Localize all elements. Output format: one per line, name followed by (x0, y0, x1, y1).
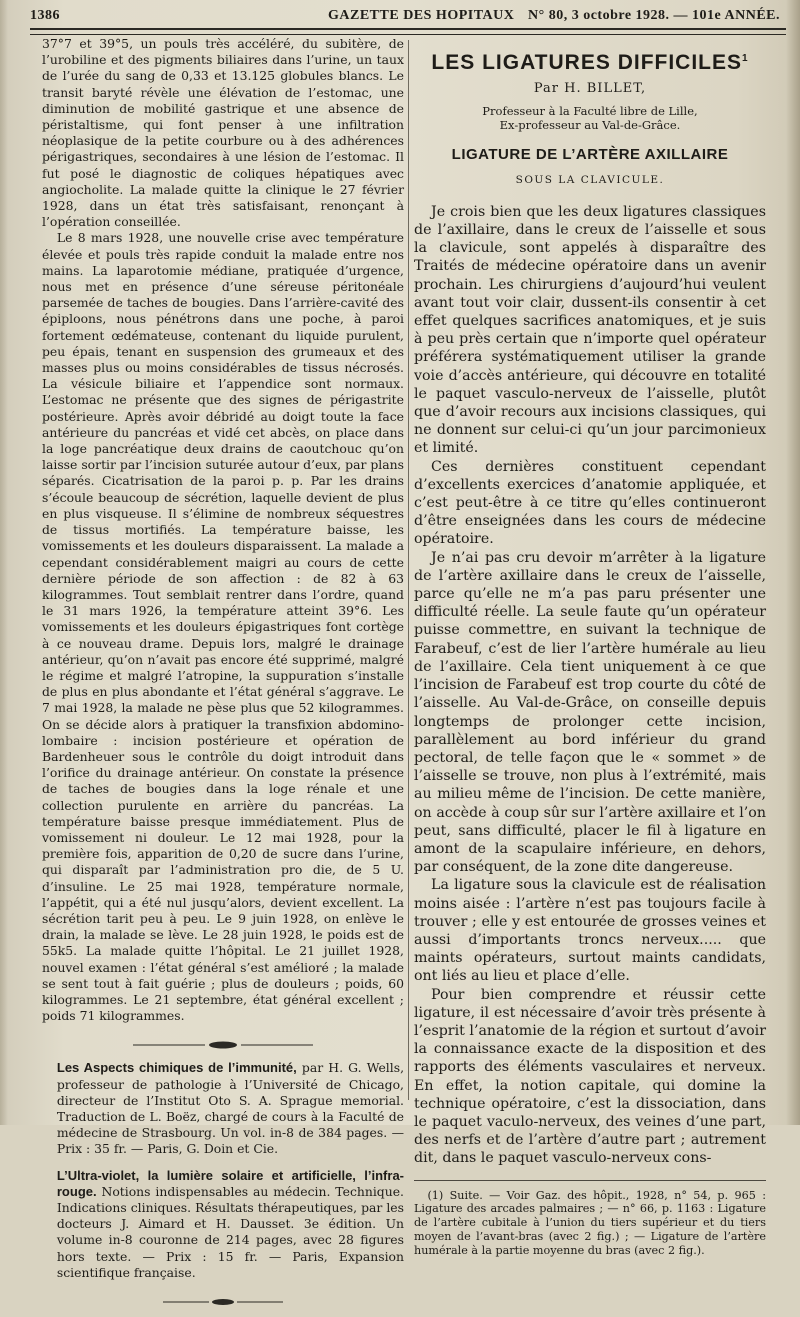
article-paragraph: Je n’ai pas cru devoir m’arrêter à la ligature de l’artère axillaire dans le creux de l’aisselle, parce qu’elle ne m’a pas paru présenter une difficulté réelle. La seule faute qu’un opérateur puisse commettre, en suivant la technique de Farabeuf, c’est de lier l’artère humérale au lieu de l’axillaire. Cela tient uniquement à ce que l’incision de Farabeuf est trop courte du côté de l’aisselle. Au Val-de-Grâce, on conseille depuis longtemps de prolonger cette incision, parallèlement au bord inférieur du grand pectoral, de telle façon que le « sommet » de l’aisselle se trouve, non plus à l’extrémité, mais au milieu même de l’incision. De cette manière, on accède à coup sûr sur l’artère axillaire et l’on peut, sans difficulté, placer le fil à ligature en amont de la scapulaire inférieure, en dehors, par conséquent, de la zone dite dangereuse. (414, 549, 766, 876)
journal-title: GAZETTE DES HOPITAUX (328, 8, 515, 23)
issue-info: N° 80, 3 octobre 1928. — 101e ANNÉE. (528, 8, 780, 23)
article-paragraph: Ces dernières constituent cependant d’excellents exercices d’anatomie appliquée, et c’est peut-être à ce titre qu’elles continueront d’être enseignées dans les cours de médecine opératoire. (414, 458, 766, 548)
article-author: Par H. BILLET, (533, 81, 647, 97)
article-paragraph: Je crois bien que les deux ligatures classiques de l’axillaire, dans le creux de l’aisselle et sous la clavicule, sont appelés à disparaître des Traités de médecine opératoire dans un avenir prochain. Les chirurgiens d’aujourd’hui veulent avant tout voir clair, dussent-ils consentir à cet effet quelques sacrifices anatomiques, et je suis à peu près certain que n’importe quel opérateur préférera systématiquement utiliser la grande voie d’accès antérieure, qui découvre en totalité le paquet vasculo-nerveux de l’aisselle, plutôt que d’avoir recours aux incisions classiques, qui ne donnent sur celui-ci qu’un jour parcimonieux et limité. (414, 203, 766, 457)
page-number: 1386 (30, 8, 60, 23)
title-footnote-mark: 1 (742, 53, 749, 64)
book-details: par H. G. Wells, professeur de pathologie à l’Université de Chicago, directeur de l’Institut Oto S. A. Sprague memorial. Traduction de L. Boëz, chargé de cours à la Faculté de médecine de Strasbourg. Un vol. in-8 de 384 pages. — Prix : 35 fr. — Paris, G. Doin et Cie. (56, 1060, 405, 1157)
column-divider (408, 40, 409, 1100)
page-edge-shadow-left (0, 0, 8, 1125)
case-paragraph: Le 8 mars 1928, une nouvelle crise avec température élevée et pouls très rapide conduit la malade entre nos mains. La laparotomie médiane, pratiquée d’urgence, nous met en présence d’une séreuse péritonéale parsemée de taches de bougies. Dans l’arrière-cavité des épiploons, nous pénétrons dans une poche, à paroi fortement œdémateuse, contenant du liquide purulent, peu épais, tenant en suspension des grumeaux et des masses plus ou moins considérables de tissus nécrosés. La vésicule biliaire et l’appendice sont normaux. L’estomac ne présente que des signes de périgastrite postérieure. Après avoir débridé au doigt toute la face antérieure du pancréas et vidé cet abcès, on place dans la loge pancréatique deux drains de caoutchouc qu’on laisse sortir par l’incision suturée autour d’eux, par plans séparés. Cicatrisation de la paroi p. p. Par les drains s’écoule beaucoup de sécrétion, laquelle devient de plus en plus visqueuse. Il s’élimine de nombreux séquestres de tissus mortifiés. La température baisse, les vomissements et les douleurs disparaissent. La malade a cependant considérablement maigri au cours de cette dernière période de son affection : de 82 à 63 kilogrammes. Tout semblait rentrer dans l’ordre, quand le 31 mars 1926, la température atteint 39°6. Les vomissements et les douleurs épigastriques font cortège à ce nouveau drame. Depuis lors, malgré le drainage antérieur, qu’on n’avait pas encore été supprimé, malgré le régime et malgré l’atropine, la suppuration s’installe de plus en plus abondante et l’état général s’aggrave. Le 7 mai 1928, la malade ne pèse plus que 52 kilogrammes. On se décide alors à pratiquer la transfixion abdomino-lombaire : incision postérieure et opération de Bardenheuer sous le contrôle du doigt introduit dans l’orifice du drainage antérieur. On constate la présence de taches de bougies dans la loge rénale et une collection purulente en arrière du pancréas. La température baisse presque immédiatement. Plus de vomissement ni douleur. Le 12 mai 1928, pour la première fois, apparition de 0,20 de sucre dans l’urine, qui disparaît par l’administration pro die, de 5 U. d’insuline. Le 25 mai 1928, température normale, l’appétit, qui a été nul jusqu’alors, devient excellent. La sécrétion tarit peu à peu. Le 9 juin 1928, on enlève le drain, la malade se lève. Le 28 juin 1928, le poids est de 55k5. La malade quitte l’hôpital. Le 21 juillet 1928, nouvel examen : l’état général s’est amélioré ; la malade se sent tout à fait guérie ; plus de douleurs ; poids, 60 kilogrammes. Le 21 septembre, état général excellent ; poids 71 kilogrammes. (42, 230, 404, 1024)
book-notice (42, 1060, 404, 1157)
book-details: Notions indispensables au médecin. Technique. Indications cliniques. Résultats thérapeutiques, par les docteurs J. Aimard et H. Dausset. 3e édition. Un volume in-8 couronne de 214 pages, avec 28 figures hors texte. — Prix : 15 fr. — Paris, Expansion scientifique française. (56, 1183, 404, 1280)
article-paragraph: La ligature sous la clavicule est de réalisation moins aisée : l’artère n’est pas toujours facile à trouver ; elle y est entourée de grosses veines et aussi d’importants troncs nerveux..... que maints opérateurs, surtout maints candidats, ont liés au lieu et place d’elle. (414, 877, 766, 985)
affiliation-line: Ex-professeur au Val-de-Grâce. (499, 118, 681, 133)
book-notice (42, 1168, 404, 1281)
affiliation-line: Professeur à la Faculté libre de Lille, (482, 104, 698, 119)
section-title: LIGATURE DE L’ARTÈRE AXILLAIRE (451, 146, 729, 164)
running-header (30, 4, 786, 26)
article-paragraph: Pour bien comprendre et réussir cette ligature, il est nécessaire d’avoir très présente à l’esprit l’anatomie de la région et surtout d’avoir la connaissance exacte de la disposition et des rapports des éléments vasculaires et nerveux. En effet, la notion capitale, qui domine la technique opératoire, c’est la dissociation, dans le paquet vaculo-nerveux, des veines d’une part, des nerfs et de l’artère d’autre part ; autrement dit, dans le paquet vasculo-nerveux cons- (414, 986, 766, 1167)
section-subtitle: SOUS LA CLAVICULE. (515, 173, 665, 186)
ornament-divider (42, 1295, 404, 1305)
author-affiliation (414, 104, 766, 132)
book-title: Les Aspects chimiques de l’immunité, (56, 1060, 297, 1076)
header-rule (30, 28, 786, 35)
right-column (414, 40, 766, 1258)
article-title: LES LIGATURES DIFFICILES$^1$ (431, 51, 749, 74)
book-title: L’Ultra-violet, la lumière solaire et artificielle, l’infra-rouge. (56, 1167, 404, 1199)
ornament-divider (42, 1038, 404, 1048)
page-edge-shadow-right (786, 0, 800, 1125)
footnote-rule (414, 1180, 766, 1181)
case-paragraph: 37°7 et 39°5, un pouls très accéléré, du subitère, de l’urobiline et des pigments biliaires dans l’urine, un taux de l’urée du sang de 0,33 et 13.125 globules blancs. Le transit baryté révèle une élévation de l’estomac, une diminution de mobilité gastrique et une absence de péristaltisme, qui font penser à une infiltration néoplasique de la petite courbure ou à des adhérences périgastriques, secondaires à une lésion de l’estomac. Il fut posé le diagnostic de coliques hépatiques avec angiocholite. La malade quitte la clinique le 27 février 1928, dans un état très satisfaisant, renonçant à l’opération conseillée. (42, 36, 404, 230)
footnote: (1) Suite. — Voir Gaz. des hôpit., 1928, n° 54, p. 965 : Ligature des arcades palmaires ; — n° 66, p. 1163 : Ligature de l’artère cubitale à l’union du tiers supérieur et du tiers moyen de l’avant-bras (avec 2 fig.) ; — Ligature de l’artère humérale à la partie moyenne du bras (avec 2 fig.). (414, 1188, 766, 1257)
